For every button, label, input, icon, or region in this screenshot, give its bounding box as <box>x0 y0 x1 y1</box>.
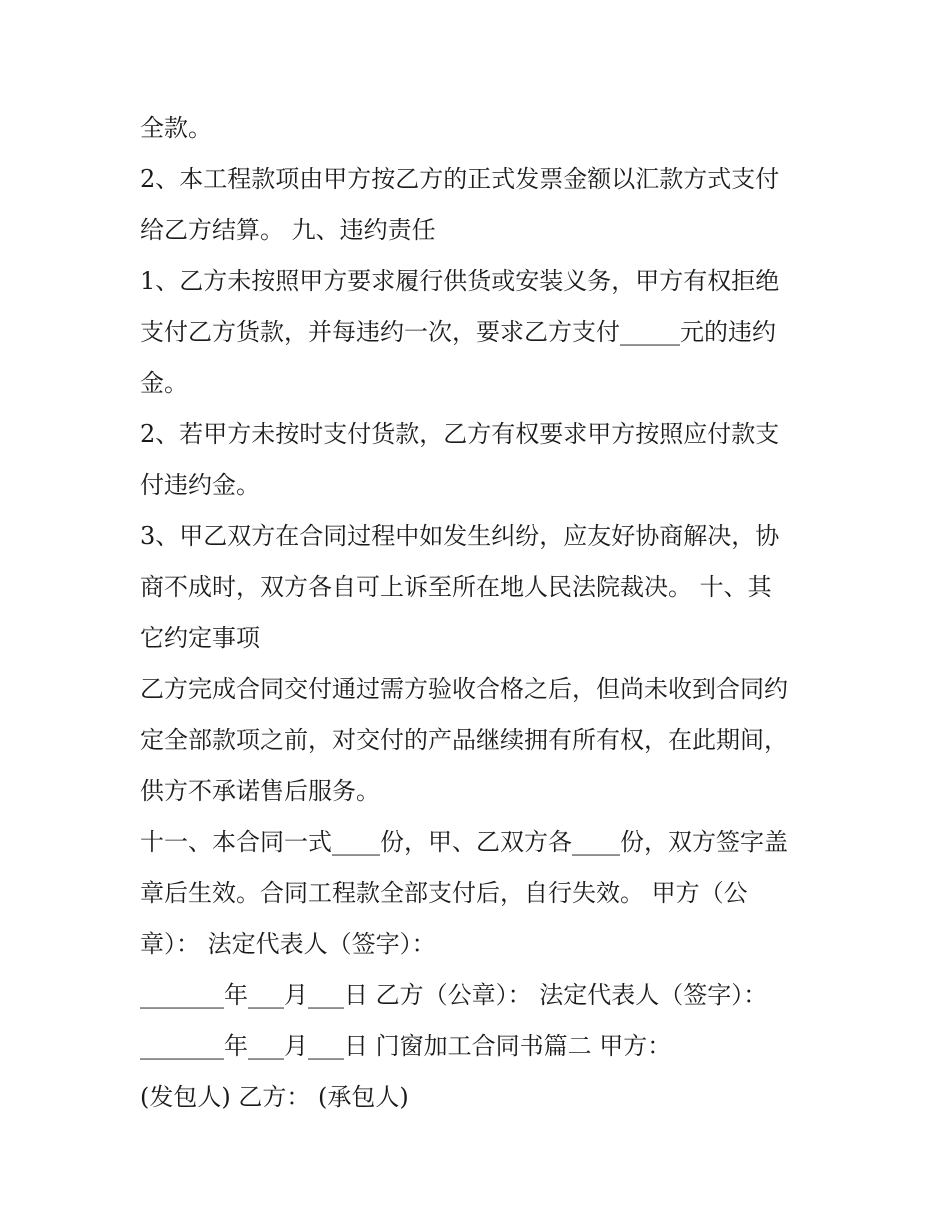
text-line: 支付乙方货款，并每违约一次，要求乙方支付_____元的违约 <box>140 318 776 346</box>
text-line: _______年___月___日 门窗加工合同书篇二 甲方： <box>140 1032 672 1060</box>
text-line: 定全部款项之前，对交付的产品继续拥有所有权，在此期间， <box>140 726 788 754</box>
text-line: 乙方完成合同交付通过需方验收合格之后，但尚未收到合同约 <box>140 675 788 703</box>
text-line: 十一、本合同一式____份，甲、乙双方各____份，双方签字盖 <box>140 828 788 856</box>
text-line: 2、若甲方未按时支付货款，乙方有权要求甲方按照应付款支 <box>140 420 780 448</box>
text-line: 章）： 法定代表人（签字）： <box>140 930 436 958</box>
text-line: 全款。 <box>140 114 212 142</box>
text-line: 供方不承诺售后服务。 <box>140 777 380 805</box>
text-line: 2、本工程款项由甲方按乙方的正式发票金额以汇款方式支付 <box>140 165 780 193</box>
text-line: 1、乙方未按照甲方要求履行供货或安装义务，甲方有权拒绝 <box>140 267 780 295</box>
text-line: 商不成时，双方各自可上诉至所在地人民法院裁决。 十、其 <box>140 573 772 601</box>
text-line: 给乙方结算。 九、违约责任 <box>140 216 436 244</box>
text-line: _______年___月___日 乙方（公章）： 法定代表人（签字）： <box>140 981 768 1009</box>
text-line: 付违约金。 <box>140 471 260 499</box>
text-line: 它约定事项 <box>140 624 260 652</box>
text-line: 章后生效。合同工程款全部支付后，自行失效。 甲方（公 <box>140 879 748 907</box>
text-line: (发包人) 乙方： (承包人) <box>140 1083 409 1111</box>
contract-text <box>140 103 830 1123</box>
text-line: 金。 <box>140 369 188 397</box>
text-line: 3、甲乙双方在合同过程中如发生纠纷，应友好协商解决，协 <box>140 522 780 550</box>
